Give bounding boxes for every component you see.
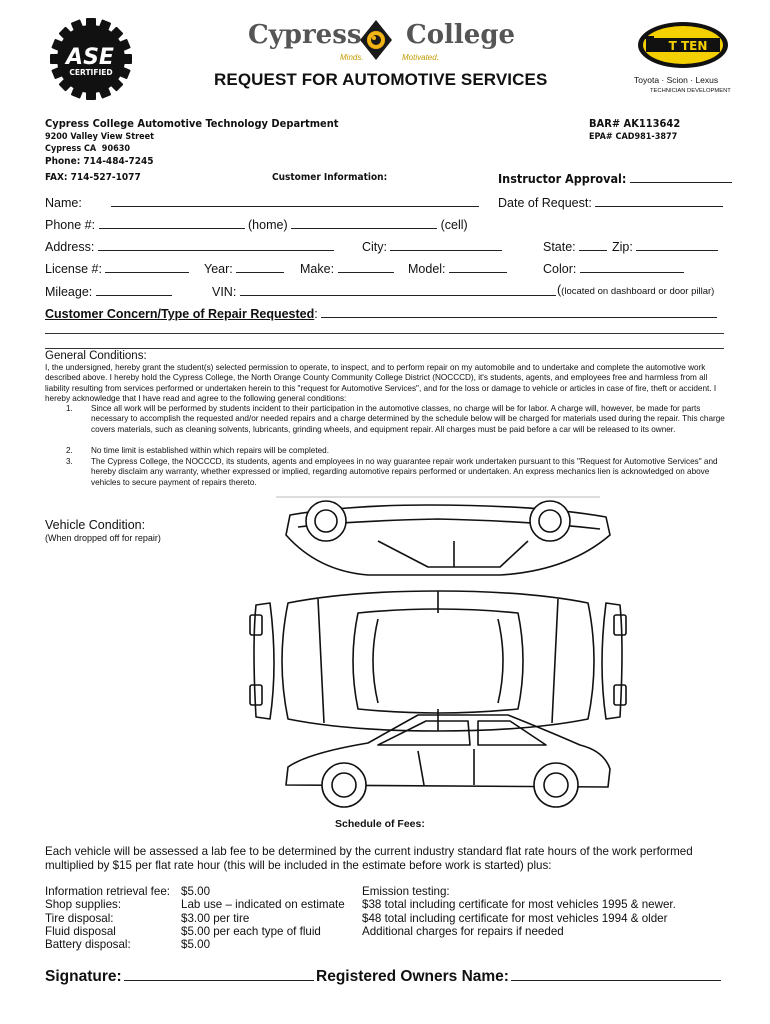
tagline-right: Motivated. [402, 53, 439, 62]
bar-number: BAR# AK113642 [589, 117, 681, 130]
dept-street: 9200 Valley View Street [45, 132, 154, 142]
car-rear-view-icon [602, 603, 626, 719]
instructor-approval[interactable]: Instructor Approval: [498, 170, 732, 186]
address-field[interactable]: Address: [45, 238, 334, 254]
svg-text:CERTIFIED: CERTIFIED [69, 68, 113, 77]
customer-info-heading: Customer Information: [272, 172, 388, 183]
state-field[interactable]: State: [543, 238, 607, 254]
phone-field[interactable]: Phone #: (home) (cell) [45, 218, 468, 232]
tagline-left: Minds. [340, 53, 364, 62]
titan-dev: TECHNICIAN DEVELOPMENT [650, 88, 731, 94]
college-name-right: College [406, 20, 516, 50]
name-field[interactable]: Name: [45, 194, 479, 210]
general-conditions-heading: General Conditions: [45, 350, 147, 362]
cypress-college-logo [246, 18, 516, 66]
car-front-view-icon [250, 603, 274, 719]
vin-field[interactable]: VIN: [212, 283, 556, 299]
page-title: REQUEST FOR AUTOMOTIVE SERVICES [214, 70, 548, 89]
concern-line-3[interactable] [45, 348, 724, 349]
city-field[interactable]: City: [362, 238, 502, 254]
mileage-field[interactable]: Mileage: [45, 283, 172, 299]
make-field[interactable]: Make: [300, 260, 394, 276]
car-plan-view-icon [282, 591, 594, 731]
dept-phone: Phone: 714-484-7245 [45, 156, 154, 167]
concern-line-2[interactable] [45, 333, 724, 334]
table-row: Information retrieval fee: $5.00 Emission testing: [45, 885, 450, 898]
year-field[interactable]: Year: [204, 260, 284, 276]
vehicle-condition-label: Vehicle Condition: [45, 518, 146, 532]
customer-concern-field[interactable]: Customer Concern/Type of Repair Requested: [45, 305, 717, 321]
college-name-left: Cypress [248, 20, 362, 50]
epa-number: EPA# CAD981-3877 [589, 132, 678, 142]
titan-logo [634, 20, 734, 100]
schedule-of-fees-heading: Schedule of Fees: [335, 818, 425, 830]
general-conditions-intro: I, the undersigned, hereby grant the student(s) selected permission to operate, to inspect, and to perform repair on my automobile and to undertake and complete the automotive work described above. I hereby hold the Cypress College, the North Orange County Community College District (NOCCCD), it's students, agents, and employees free and harmless from all liability resulting from services performed or undertaken herein to this "request for Automotive Services", and for the loss or damage to vehicle or articles in case of fire, theft or accident. I hereby acknowledge that I have read and agree to the following general conditions: [45, 363, 717, 403]
svg-text:ASE: ASE [66, 45, 114, 70]
table-row: Fluid disposal $5.00 per each type of fluid Additional charges for repairs if needed [45, 924, 564, 938]
dept-city: Cypress CA 90630 [45, 144, 130, 154]
color-field[interactable]: Color: [543, 260, 684, 276]
ase-logo [48, 16, 134, 102]
svg-text:T TEN: T TEN [668, 39, 708, 53]
fees-table [45, 885, 676, 951]
condition-item-1: 1. Since all work will be performed by students incident to their participation in the automotive classes, no charge will be for labor. A charge will, however, be made for parts necessary to accomplish the requested and/or needed repairs and a charge determined by the schedule below will be charged for materials used during the repair. This charge covers materials, such as cleaning solvents, lubricants, grinding wheels, and equipment repair. All charges must be paid before a car will be released to its owner. [66, 404, 725, 434]
titan-brands: Toyota · Scion · Lexus [634, 75, 719, 85]
license-field[interactable]: License #: [45, 260, 189, 276]
vehicle-diagram[interactable] [228, 495, 648, 815]
condition-item-3: 3. The Cypress College, the NOCCCD, its students, agents and employees in no way guarantee repair work undertaken pursuant to this "Request for Automotive Services" and hereby disclaim any warranty, whether expressed or implied, regarding automotive repairs performed or undertaken. An express mechanics lien is acknowledged on above vehicles to secure payment of repairs thereto. [66, 457, 718, 487]
model-field[interactable]: Model: [408, 260, 507, 276]
condition-item-2: 2. No time limit is established within which repairs will be completed. [66, 446, 329, 455]
vin-note: ((located on dashboard or door pillar) [557, 283, 715, 297]
table-row: Tire disposal: $3.00 per tire $48 total including certificate for most vehicles 1994 & older [45, 911, 668, 925]
car-top-side-icon [286, 501, 610, 575]
signature-field[interactable]: Signature: [45, 965, 314, 986]
date-of-request-field[interactable]: Date of Request: [498, 194, 723, 210]
zip-field[interactable]: Zip: [612, 238, 718, 254]
table-row: Battery disposal: $5.00 [45, 938, 211, 952]
fees-intro: Each vehicle will be assessed a lab fee to be determined by the current industry standard flat rate hours of the work performed multiplied by $15 per flat rate hour (this will be included in the estimate before work is started) plus: [45, 845, 693, 872]
dept-name: Cypress College Automotive Technology Department [45, 117, 339, 130]
vehicle-condition-sub: (When dropped off for repair) [45, 533, 161, 543]
car-bottom-side-icon [286, 715, 610, 807]
registered-owner-field[interactable]: Registered Owners Name: [316, 965, 721, 986]
dept-fax: FAX: 714-527-1077 [45, 172, 141, 183]
table-row: Shop supplies: Lab use – indicated on estimate $38 total including certificate for most vehicles 1995 & newer. [45, 898, 676, 912]
